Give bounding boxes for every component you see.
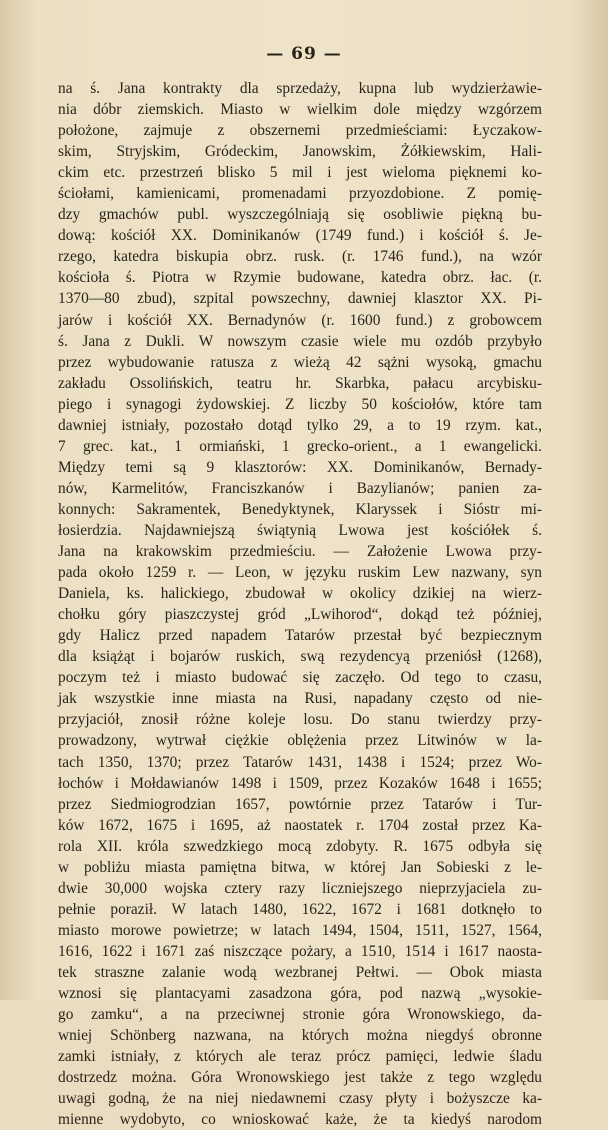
text-line: przez wybudowanie ratusza z wieżą 42 sążni wysoką, gmachu (58, 353, 542, 371)
text-line: jarów i kościół XX. Bernadynów (r. 1600 fund.) z grobowcem (58, 311, 542, 329)
text-line: przez Siedmiogrodzian 1657, powtórnie przez Tatarów i Tur- (58, 795, 542, 813)
text-line: tach 1350, 1370; przez Tatarów 1431, 1438 i 1524; przez Wo- (58, 753, 542, 771)
text-line: nów, Karmelitów, Franciszkanów i Bazylianów; panien za- (58, 479, 542, 497)
text-line: mienne wydobyto, co wnioskować każe, że ta kiedyś narodom (58, 1111, 542, 1129)
text-line: dawniej istniały, pozostało dotąd tylko 29, a to 19 rzym. kat., (58, 416, 542, 434)
text-line: poczym też i miasto budować się zaczęło. Od tego to czasu, (58, 669, 542, 687)
text-line: dwie 30,000 wojska cztery razy liczniejszego nieprzyjaciela zu- (58, 879, 542, 897)
text-line: ś. Jana z Dukli. W nowszym czasie wiele mu ozdób przybyło (58, 332, 542, 350)
text-line: łosierdzia. Najdawniejszą świątynią Lwowa jest kościółek ś. (58, 521, 542, 539)
text-line: zakładu Ossolińskich, teatru hr. Skarbka, pałacu arcybisku- (58, 374, 542, 392)
text-line: ków 1672, 1675 i 1695, aż naostatek r. 1704 został przez Ka- (58, 816, 542, 834)
text-line: rzego, katedra biskupia obrz. rusk. (r. 1746 fund.), na wzór (58, 248, 542, 266)
text-line: wznosi się plantacyami zasadzona góra, pod nazwą „wysokie- (58, 985, 542, 1003)
text-line: Jana na krakowskim przedmieściu. — Założenie Lwowa przy- (58, 543, 542, 561)
text-line: zamki istniały, z których ale teraz prócz pamięci, ledwie śladu (58, 1048, 542, 1066)
text-line: dla książąt i bojarów ruskich, swą rezydencyą przeniósł (1268), (58, 648, 542, 666)
text-line: przyjaciół, znosił różne koleje losu. Do stanu twierdzy przy- (58, 711, 542, 729)
text-line: łochów i Mołdawianów 1498 i 1509, przez Kozaków 1648 i 1655; (58, 774, 542, 792)
text-line: tek straszne zalanie wodą wezbranej Pełtwi. — Obok miasta (58, 963, 542, 981)
body-text (58, 78, 542, 1130)
text-line: 1370—80 zbud), szpital powszechny, dawniej klasztor XX. Pi- (58, 290, 542, 308)
text-line: pełnie poraził. W latach 1480, 1622, 1672 i 1681 dotknęło to (58, 900, 542, 918)
text-line: jak wszystkie inne miasta na Rusi, napadany często od nie- (58, 690, 542, 708)
text-line: konnych: Sakramentek, Benedyktynek, Klaryssek i Sióstr mi- (58, 500, 542, 518)
text-line: 7 grec. kat., 1 ormiański, 1 grecko-orient., a 1 ewangelicki. (58, 437, 542, 455)
text-line: gdy Halicz przed napadem Tatarów przestał być bezpiecznym (58, 627, 542, 645)
text-line: ściołami, kamienicami, promenadami przyozdobione. Z pomię- (58, 185, 542, 203)
text-line: wniej Schönberg nazwana, na których można niegdyś obronne (58, 1027, 542, 1045)
text-line: w pobliżu miasta pamiętna bitwa, w której Jan Sobieski z le- (58, 858, 542, 876)
text-line: pada około 1259 r. — Leon, w języku ruskim Lew nazwany, syn (58, 564, 542, 582)
page-number-header: — 69 — (266, 44, 342, 64)
text-line: piego i synagogi żydowskiej. Z liczby 50 kościołów, które tam (58, 395, 542, 413)
text-line: ckim etc. przestrzeń blisko 5 mil i jest wieloma pięknemi ko- (58, 164, 542, 182)
text-line: go zamku“, a na przeciwnej stronie góra Wronowskiego, da- (58, 1006, 542, 1024)
text-line: Między temi są 9 klasztorów: XX. Dominikanów, Bernady- (58, 458, 542, 476)
text-line: chołku góry piaszczystej gród „Lwihorod“, dokąd też później, (58, 606, 542, 624)
text-line: Daniela, ks. halickiego, zbudował w okolicy dzikiej na wierz- (58, 585, 542, 603)
text-line: położone, zajmuje z obszernemi przedmieściami: Łyczakow- (58, 122, 542, 140)
text-line: skim, Stryjskim, Gródeckim, Janowskim, Żółkiewskim, Hali- (58, 143, 542, 161)
text-line: kościoła ś. Piotra w Rzymie budowane, katedra obrz. łac. (r. (58, 269, 542, 287)
text-line: dową: kościół XX. Dominikanów (1749 fund.) i kościół ś. Je- (58, 227, 542, 245)
text-line: uwagi godną, że na niej niedawnemi czasy płyty i bożyszcze ka- (58, 1090, 542, 1108)
text-line: miasto morowe powietrze; w latach 1494, 1504, 1511, 1527, 1564, (58, 921, 542, 939)
text-line: na ś. Jana kontrakty dla sprzedaży, kupna lub wydzierżawie- (58, 80, 542, 97)
text-line: 1616, 1622 i 1671 zaś niszczące pożary, a 1510, 1514 i 1617 naosta- (58, 942, 542, 960)
text-line: dzy gmachów publ. wyszczególniają się osobliwie piękną bu- (58, 206, 542, 224)
text-line: rola XII. króla szwedzkiego mocą zdobyty. R. 1675 odbyła się (58, 837, 542, 855)
text-line: dostrzedz można. Góra Wronowskiego jest także z tego względu (58, 1069, 542, 1087)
text-line: prowadzony, wytrwał ciężkie oblężenia przez Litwinów w la- (58, 732, 542, 750)
text-line: nia dóbr ziemskich. Miasto w wielkim dole między wzgórzem (58, 101, 542, 119)
